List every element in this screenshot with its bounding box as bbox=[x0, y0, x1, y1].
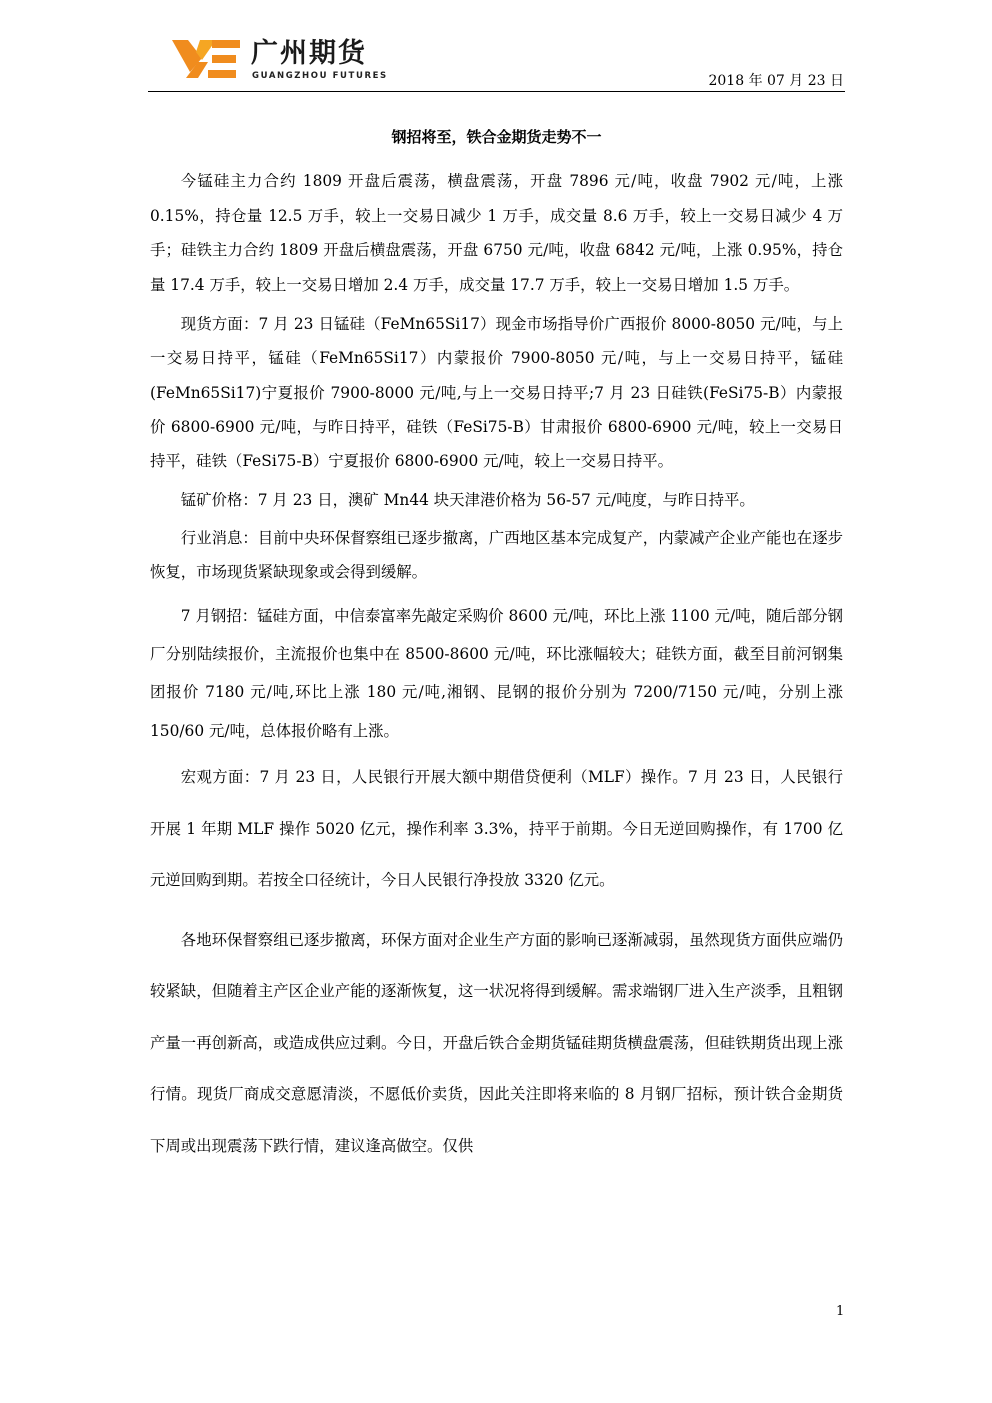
article-body bbox=[150, 164, 843, 1172]
guangzhou-futures-logo-icon bbox=[172, 38, 242, 82]
logo-chinese-text: 广州期货 bbox=[251, 38, 367, 69]
report-date: 2018 年 07 月 23 日 bbox=[708, 73, 844, 89]
paragraph-manganese-ore: 锰矿价格：7 月 23 日，澳矿 Mn44 块天津港价格为 56-57 元/吨度，与昨日持平。 bbox=[180, 490, 755, 509]
header-divider bbox=[148, 91, 845, 92]
paragraph-futures-market: 今锰硅主力合约 1809 开盘后震荡，横盘震荡，开盘 7896 元/吨，收盘 7902 元/吨，上涨 0.15%，持仓量 12.5 万手，较上一交易日减少 1 万手，成交量 8.6 万手，较上一交易日减少 4 万手；硅铁主力合约 1809 开盘后横盘震荡，开盘 6750 元/吨，收盘 6842 元/吨，上涨 0.95%，持仓量 17.4 万手，较上一交易日增加 2.4 万手，成交量 17.7 万手，较上一交易日增加 1.5 万手。 bbox=[150, 172, 843, 295]
paragraph-steel-tender: 7 月钢招：锰硅方面，中信泰富率先敲定采购价 8600 元/吨，环比上涨 1100 元/吨，随后部分钢厂分别陆续报价，主流报价也集中在 8500-8600 元/吨，环比涨幅较大；硅铁方面，截至目前河钢集团报价 7180 元/吨,环比上涨 180 元/吨,湘钢、昆钢的报价分别为 7200/7150 元/吨，分别上涨 150/60 元/吨，总体报价略有上涨。 bbox=[150, 606, 843, 740]
logo-english-text: GUANGZHOU FUTURES bbox=[252, 71, 388, 81]
article-title: 钢招将至，铁合金期货走势不一 bbox=[391, 128, 602, 146]
paragraph-outlook: 各地环保督察组已逐步撤离，环保方面对企业生产方面的影响已逐渐减弱，虽然现货方面供应端仍较紧缺，但随着主产区企业产能的逐渐恢复，这一状况将得到缓解。需求端钢厂进入生产淡季，且粗钢产量一再创新高，或造成供应过剩。今日，开盘后铁合金期货锰硅期货横盘震荡，但硅铁期货出现上涨行情。现货厂商成交意愿清淡，不愿低价卖货，因此关注即将来临的 8 月钢厂招标，预计铁合金期货下周或出现震荡下跌行情，建议逢高做空。仅供 bbox=[150, 930, 843, 1155]
paragraph-industry-news: 行业消息：目前中央环保督察组已逐步撤离，广西地区基本完成复产，内蒙减产企业产能也在逐步恢复，市场现货紧缺现象或会得到缓解。 bbox=[150, 528, 843, 581]
company-logo bbox=[172, 38, 388, 84]
page-number: 1 bbox=[836, 1304, 845, 1319]
paragraph-macro: 宏观方面：7 月 23 日，人民银行开展大额中期借贷便利（MLF）操作。7 月 23 日，人民银行开展 1 年期 MLF 操作 5020 亿元，操作利率 3.3%，持平于前期。今日无逆回购操作，有 1700 亿元逆回购到期。若按全口径统计，今日人民银行净投放 3320 亿元。 bbox=[150, 768, 843, 890]
paragraph-spot-market: 现货方面：7 月 23 日锰硅（FeMn65Si17）现金市场指导价广西报价 8000-8050 元/吨，与上一交易日持平，锰硅（FeMn65Si17）内蒙报价 7900-8050 元/吨，与上一交易日持平，锰硅(FeMn65Si17)宁夏报价 7900-8000 元/吨,与上一交易日持平;7 月 23 日硅铁(FeSi75-B）内蒙报价 6800-6900 元/吨，与昨日持平，硅铁（FeSi75-B）甘肃报价 6800-6900 元/吨，较上一交易日持平，硅铁（FeSi75-B）宁夏报价 6800-6900 元/吨，较上一交易日持平。 bbox=[150, 314, 843, 471]
